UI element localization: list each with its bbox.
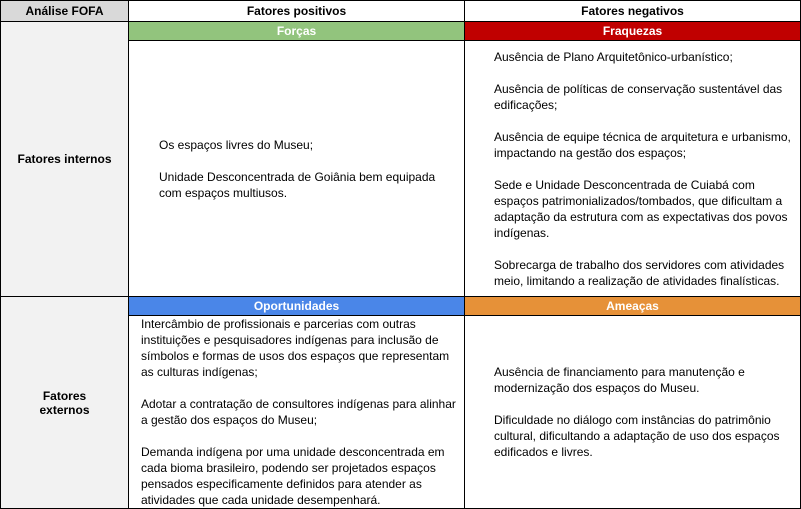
strengths-header: Forças bbox=[128, 21, 465, 41]
weakness-item: Sobrecarga de trabalho dos servidores com atividades meio, limitando a realização de atividades finalísticas. bbox=[494, 257, 785, 288]
corner-header: Análise FOFA bbox=[0, 0, 129, 22]
external-factors-text: Fatores externos bbox=[39, 388, 90, 417]
threat-item: Ausência de financiamento para manutenção e modernização dos espaços do Museu. bbox=[494, 365, 745, 395]
weaknesses-header: Fraquezas bbox=[464, 21, 801, 41]
positive-factors-header: Fatores positivos bbox=[128, 0, 465, 22]
threats-cell bbox=[464, 315, 801, 509]
opportunities-cell bbox=[128, 315, 465, 509]
negative-factors-header: Fatores negativos bbox=[464, 0, 801, 22]
weakness-item: Ausência de políticas de conservação sustentável das edificações; bbox=[494, 81, 783, 112]
opportunity-item: Intercâmbio de profissionais e parcerias com outras instituições e pesquisadores indígenas para inclusão de símbolos e formas de usos dos espaços que representam as culturas indígenas; bbox=[141, 317, 450, 379]
weakness-item: Ausência de equipe técnica de arquitetura e urbanismo, impactando na gestão dos espaços; bbox=[494, 129, 791, 160]
internal-factors-text: Fatores internos bbox=[17, 152, 112, 166]
threat-item: Dificuldade no diálogo com instâncias do patrimônio cultural, dificultando a adaptação de uso dos espaços edificados e livres. bbox=[494, 413, 780, 459]
strength-item: Unidade Desconcentrada de Goiânia bem equipada com espaços multiusos. bbox=[159, 169, 436, 200]
strength-item: Os espaços livres do Museu; bbox=[159, 137, 314, 152]
external-factors-label bbox=[0, 296, 129, 509]
opportunity-item: Demanda indígena por uma unidade desconcentrada em cada bioma brasileiro, podendo ser projetados espaços pensados especificamente definidos para atender as atividades que cada unidade desempenhará. bbox=[141, 445, 445, 507]
opportunities-header: Oportunidades bbox=[128, 296, 465, 316]
internal-factors-label bbox=[0, 21, 129, 297]
opportunity-item: Adotar a contratação de consultores indígenas para alinhar a gestão dos espaços do Museu; bbox=[141, 397, 456, 427]
weaknesses-cell bbox=[464, 40, 801, 297]
weakness-item: Sede e Unidade Desconcentrada de Cuiabá com espaços patrimonializados/tombados, que dificultam a adaptação da estrutura com as expectativas dos povos indígenas. bbox=[494, 177, 788, 240]
strengths-cell bbox=[128, 40, 465, 297]
weakness-item: Ausência de Plano Arquitetônico-urbanístico; bbox=[494, 49, 733, 64]
threats-header: Ameaças bbox=[464, 296, 801, 316]
